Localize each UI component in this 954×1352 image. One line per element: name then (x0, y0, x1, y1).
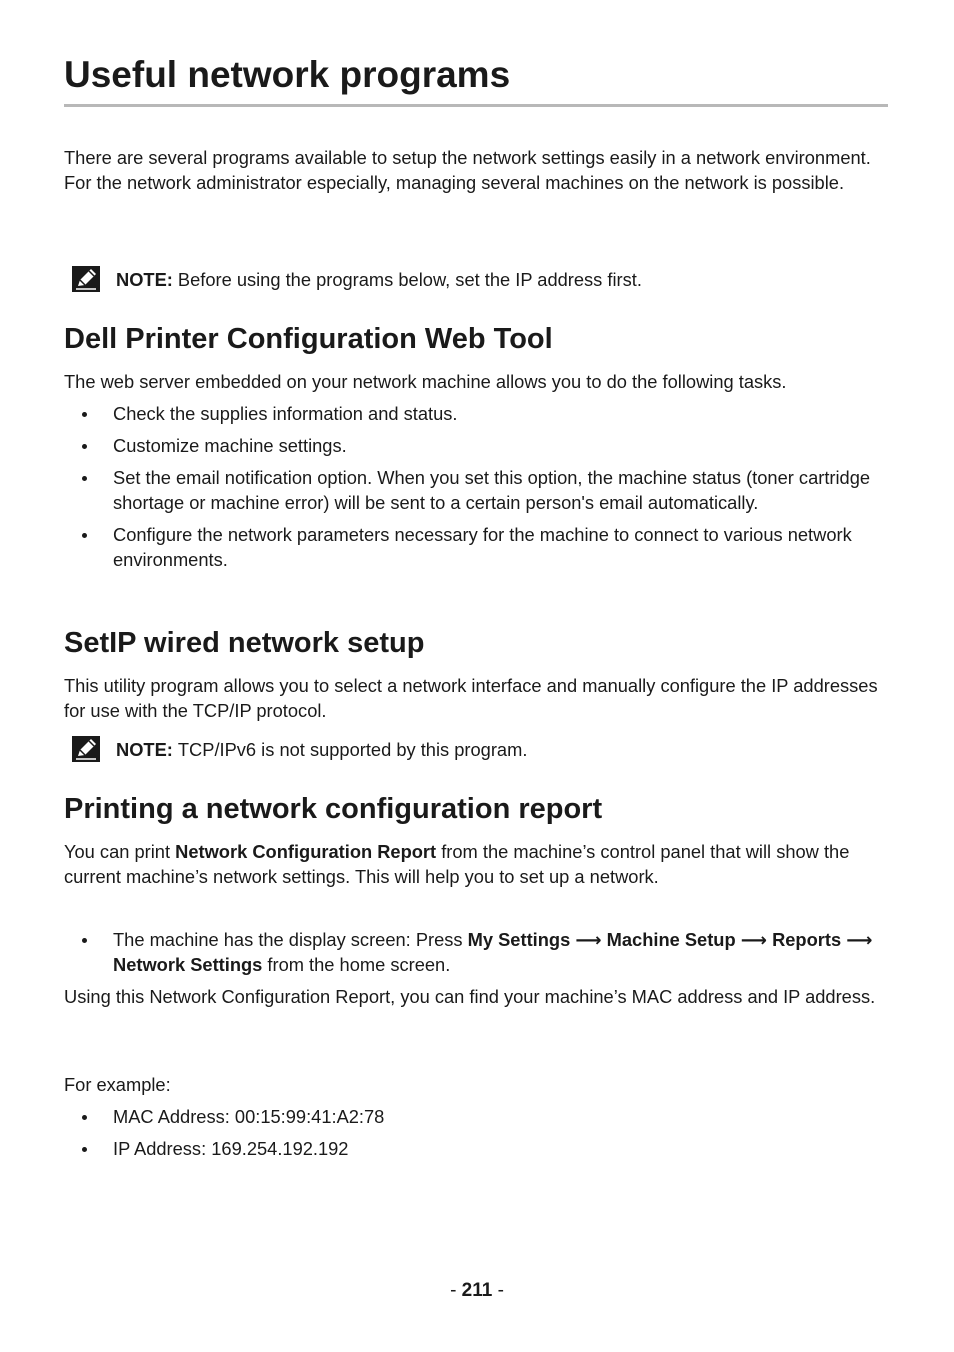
list-item: Configure the network parameters necessary for the machine to connect to various network environments. (64, 522, 888, 572)
report-steps (64, 927, 888, 984)
note-text: Before using the programs below, set the IP address first. (177, 268, 642, 290)
page-title: Useful network programs (64, 52, 888, 107)
list-item: Customize machine settings. (64, 433, 888, 458)
note-label: NOTE: (116, 268, 173, 290)
example-label: For example: (64, 1074, 171, 1095)
example-block (64, 1072, 888, 1168)
menu-machine-setup: Machine Setup (606, 929, 736, 950)
arrow-right-icon: ⟶ (846, 929, 873, 950)
note-label: NOTE: (116, 738, 173, 760)
menu-my-settings: My Settings (467, 929, 571, 950)
section-heading-report: Printing a network configuration report (64, 793, 603, 825)
section-intro-report: You can print Network Configuration Report from the machine’s control panel that will show the current machine’s network settings. This will help you to set up a network. (64, 841, 850, 887)
section-heading-setip: SetIP wired network setup (64, 627, 425, 659)
note-first (72, 266, 888, 292)
section-setip (64, 625, 888, 723)
menu-network-settings: Network Settings (113, 954, 263, 975)
page-number: - 211 - (450, 1280, 504, 1301)
task-list (64, 401, 888, 572)
list-item: The machine has the display screen: Press My Settings ⟶ Machine Setup ⟶ Reports ⟶ Network Settings from the home screen. (64, 927, 888, 977)
report-name: Network Configuration Report (175, 841, 437, 862)
example-list (64, 1104, 888, 1161)
list-item: Check the supplies information and status. (64, 401, 888, 426)
section-intro-setip: This utility program allows you to select a network interface and manually configure the IP addresses for use with the TCP/IP protocol. (64, 675, 878, 721)
note-pencil-icon (72, 266, 100, 292)
note-text: TCP/IPv6 is not supported by this program. (177, 738, 528, 760)
list-item: Set the email notification option. When you set this option, the machine status (toner cartridge shortage or machine error) will be sent to a certain person's email automatically. (64, 465, 888, 515)
menu-reports: Reports (772, 929, 842, 950)
note-setip (72, 736, 888, 762)
arrow-right-icon: ⟶ (575, 929, 602, 950)
intro-paragraph: There are several programs available to setup the network settings easily in a network environment. For the network administrator especially, managing several machines on the network is possible. (64, 147, 871, 193)
section-dell (64, 321, 888, 579)
section-report (64, 791, 888, 889)
list-item: IP Address: 169.254.192.192 (64, 1136, 888, 1161)
note-pencil-icon (72, 736, 100, 762)
list-item: MAC Address: 00:15:99:41:A2:78 (64, 1104, 888, 1129)
arrow-right-icon: ⟶ (740, 929, 767, 950)
section-intro-dell: The web server embedded on your network machine allows you to do the following tasks. (64, 371, 787, 392)
report-mac-ip-paragraph: Using this Network Configuration Report, you can find your machine’s MAC address and IP address. (64, 986, 876, 1007)
section-heading-dell: Dell Printer Configuration Web Tool (64, 323, 553, 355)
